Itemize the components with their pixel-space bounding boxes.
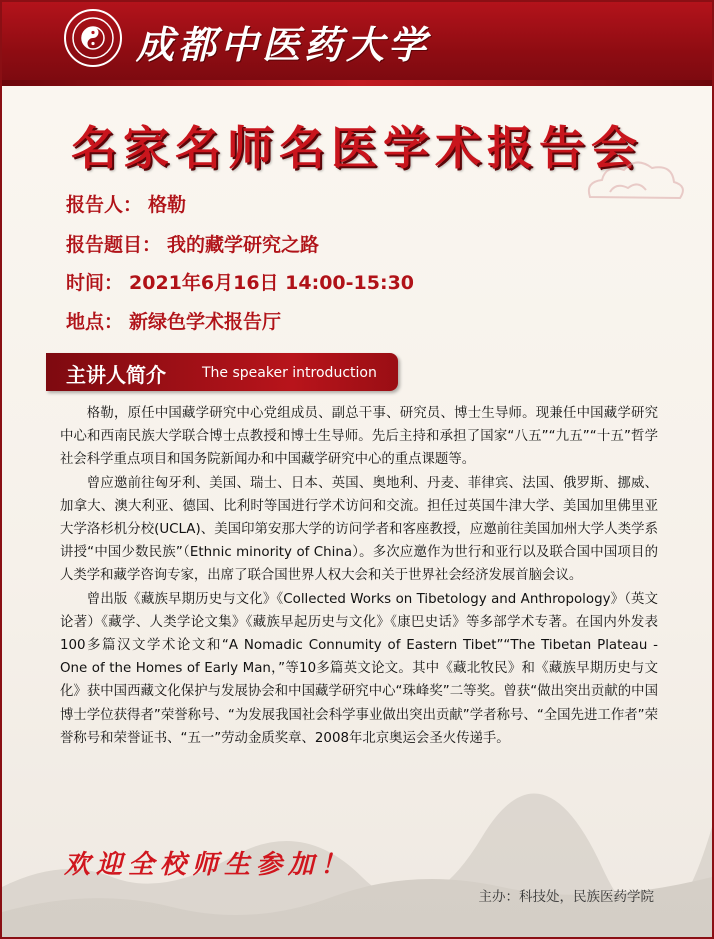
speaker-intro-banner: [46, 353, 398, 391]
section-title-en: The speaker introduction: [202, 365, 377, 381]
info-value: 格勒: [148, 194, 187, 216]
info-topic: [66, 230, 319, 257]
bio-paragraph: 曾出版《藏族早期历史与文化》《Collected Works on Tibetology and Anthropology》（英文论著）《藏学、人类学论文集》《藏族早起历史与文化》《康巴史话》等多部学术专著。在国内外发表100多篇汉文学术论文和“A Nomadic Connumity of Eastern Tibet”“The Tibetan Plateau - One of the Homes of Early Man，”等10多篇英文论文。其中《藏北牧民》和《藏族早期历史与文化》获中国西藏文化保护与发展协会和中国藏学研究中心“珠峰奖”二等奖。曾获“做出突出贡献的中国博士学位获得者”荣誉称号、“为发展我国社会科学事业做出突出贡献”学者称号、“全国先进工作者”荣誉称号和荣誉证书、“五一”劳动金质奖章、2008年北京奥运会圣火传递手。: [60, 591, 658, 746]
university-emblem-icon: [64, 9, 122, 67]
info-location: [66, 307, 281, 334]
event-title: 名家名师名医学术报告会: [71, 121, 643, 175]
host-organizer: 主办：科技处，民族医药学院: [478, 889, 654, 905]
header-banner: [2, 2, 712, 86]
ink-mountain-background: [2, 737, 712, 937]
info-time: [66, 268, 414, 295]
auspicious-cloud-icon: [580, 152, 690, 212]
welcome-message: 欢迎全校师生参加！: [64, 850, 353, 880]
info-label: 报告人：: [66, 194, 143, 216]
info-value: 2021年6月16日 14:00-15:30: [129, 272, 415, 294]
info-value: 新绿色学术报告厅: [129, 311, 282, 333]
bio-paragraph: 曾应邀前往匈牙利、美国、瑞士、日本、英国、奥地利、丹麦、菲律宾、法国、俄罗斯、挪威、加拿大、澳大利亚、德国、比利时等国进行学术访问和交流。担任过英国牛津大学、美国加里佛里亚大学洛杉机分校(UCLA)、美国印第安那大学的访问学者和客座教授，应邀前往美国加州大学人类学系讲授“中国少数民族”（Ethnic minority of China）。多次应邀作为世行和亚行以及联合国中国项目的人类学和藏学咨询专家，出席了联合国世界人权大会和关于世界社会经济发展首脑会议。: [60, 475, 658, 584]
header-divider: [2, 80, 712, 86]
bio-paragraph: 格勒，原任中国藏学研究中心党组成员、副总干事、研究员、博士生导师。现兼任中国藏学研究中心和西南民族大学联合博士点教授和博士生导师。先后主持和承担了国家“八五”“九五”“十五”哲学社会科学重点项目和国务院新闻办和中国藏学研究中心的重点课题等。: [60, 406, 658, 468]
info-speaker: [66, 190, 186, 217]
info-label: 时间：: [66, 272, 124, 294]
university-name: 成都中医药大学: [136, 22, 431, 67]
info-label: 报告题目：: [66, 234, 162, 256]
section-title-cn: 主讲人简介: [66, 363, 166, 387]
info-value: 我的藏学研究之路: [167, 234, 320, 256]
info-label: 地点：: [66, 311, 124, 333]
speaker-bio: [60, 402, 658, 750]
